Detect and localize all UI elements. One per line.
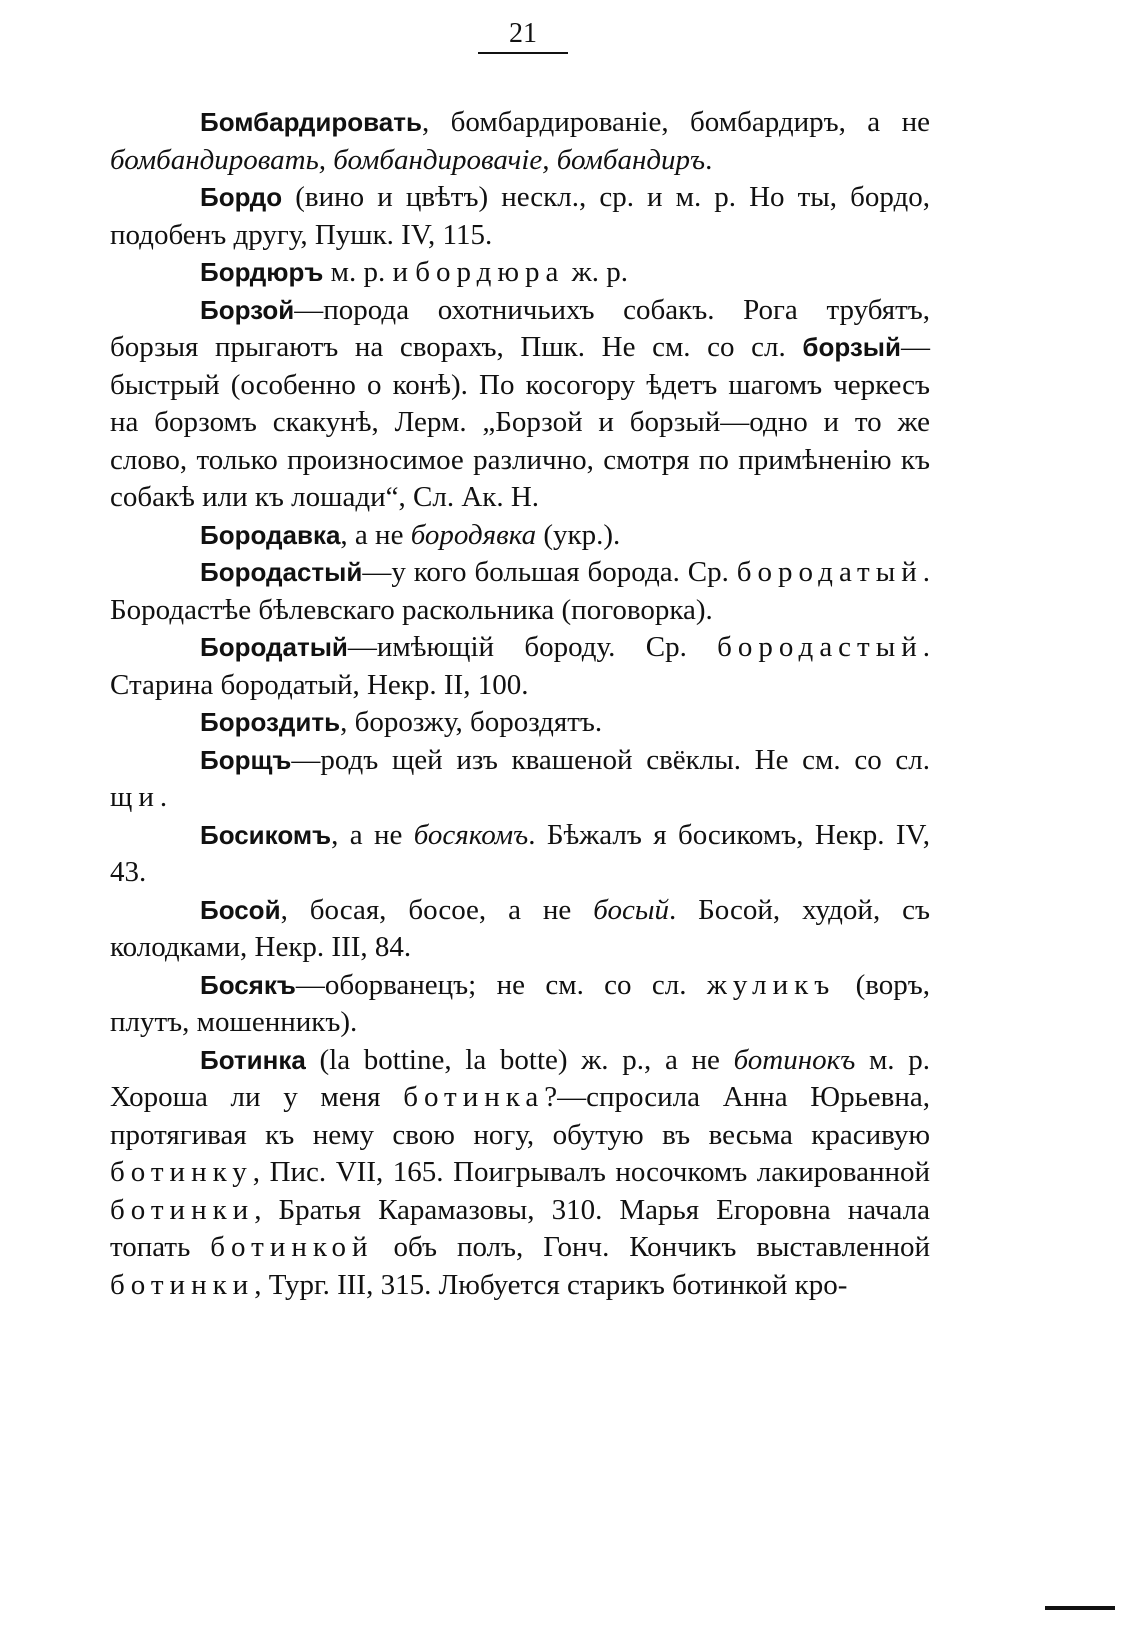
entry-text: —быстрый (особенно о конѣ). По косогору ѣдетъ шагомъ черкесъ на борзомъ скакунѣ, Лерм. „Борзой и борзый—одно и то же слово, только произносимое различно, смотря по примѣненію къ собакѣ или къ лошади“, Сл. Ак. Н. [110,331,930,513]
spaced-term: ботинкой [210,1231,374,1263]
entry-text: , босая, босое, а не [280,893,594,926]
dictionary-text [110,104,930,1304]
dictionary-entry [110,1042,930,1305]
dictionary-entry [110,704,930,742]
entry-text: —оборванецъ; не см. со сл. [295,968,707,1001]
dictionary-entry [110,254,930,292]
spaced-term: бородастый [717,631,923,663]
dictionary-entry [110,292,930,517]
headword: Бородастый [200,557,363,587]
entry-text: . Старина бородатый, Некр. II, 100. [110,631,930,701]
dictionary-entry [110,629,930,704]
dictionary-entry [110,742,930,817]
headword: Босякъ [200,969,296,1000]
entry-text: . [159,781,168,813]
headword: Ботинка [200,1044,306,1075]
spaced-term: ботинки [110,1268,255,1301]
dictionary-entry [110,554,930,629]
entry-text: —порода охотничьихъ собакъ. Рога трубятъ, борзыя прыгаютъ на сворахъ, Пшк. Не см. со сл. [110,293,930,363]
dictionary-entry [110,967,930,1042]
entry-text: , борозжу, бороздятъ. [340,706,603,738]
entry-text: (la bottine, la botte) ж. р., а не [305,1043,734,1076]
dictionary-entry [110,517,930,555]
entry-text: . [705,143,713,176]
dictionary-entry [110,892,930,967]
entry-text: , Пис. VII, 165. Поигрывалъ носочкомъ лакированной [252,1156,930,1188]
entry-text: ж. р. [564,256,628,288]
entry-text: —у кого большая борода. Ср. [362,556,737,588]
page-number: 21 [478,18,568,54]
spaced-term: ботинка [403,1081,545,1113]
spaced-term: бордюра [415,256,565,288]
italic-form: бомбандировать, бомбандировачіе, бомбандиръ [110,143,706,176]
headword: Бордюръ [200,257,324,287]
entry-text: м. р. и [323,256,416,288]
entry-text: , а не [331,818,414,851]
entry-text: ?—спросила Анна Юрьевна, протягивая къ нему свою ногу, обутую въ весьма красивую [110,1081,930,1151]
spaced-term: бородатый [736,556,923,588]
entry-text: (вино и цвѣтъ) нескл., ср. и м. р. Но ты, бордо, подобенъ другу, Пушк. IV, 115. [110,181,930,251]
dictionary-entry [110,179,930,254]
headword: Борщъ [200,744,292,775]
entry-text: . Бородастѣе бѣлевскаго раскольника (поговорка). [110,556,930,626]
entry-text: (укр.). [536,518,621,551]
entry-text: —имѣющій бороду. Ср. [347,631,718,663]
entry-text: м. р. Хороша ли у меня [110,1043,930,1113]
entry-text: , бомбардированіе, бомбардиръ, а не [421,106,930,138]
entry-text: (воръ, плутъ, мошенникъ). [110,968,930,1038]
headword: Босой [200,894,281,925]
entry-text: объ полъ, Гонч. Кончикъ выставленной [373,1231,930,1263]
dictionary-entry [110,104,930,179]
entry-text: , Братья Карамазовы, 310. Марья Егоровна начала топать [110,1193,930,1263]
entry-text: , а не [340,518,411,551]
entry-text: —родъ щей изъ квашеной свёклы. Не см. со сл. [291,743,930,776]
headword: Босикомъ [200,819,332,850]
italic-form: босякомъ [413,818,529,851]
headword: Бородатый [200,632,348,662]
italic-form: босый [593,893,669,926]
spaced-term: ботинки [110,1193,255,1226]
headword: Бордо [200,182,283,212]
italic-form: ботинокъ [733,1043,856,1076]
entry-text: . Босой, худой, съ колодками, Некр. III, 84. [110,893,931,963]
headword: борзый [802,332,901,362]
headword: Бороздить [200,707,341,737]
headword: Борзой [200,294,295,325]
bottom-rule [1045,1606,1115,1610]
italic-form: бородявка [410,518,537,551]
spaced-term: жуликъ [706,968,836,1001]
headword: Бомбардировать [200,107,422,137]
headword: Бородавка [200,519,341,550]
spaced-term: щи [110,781,160,813]
entry-text: , Тург. III, 315. Любуется старикъ ботинкой кро- [254,1268,848,1301]
dictionary-entry [110,817,930,892]
spaced-term: ботинку [110,1156,253,1188]
entry-text: . Бѣжалъ я босикомъ, Некр. IV, 43. [110,818,930,888]
